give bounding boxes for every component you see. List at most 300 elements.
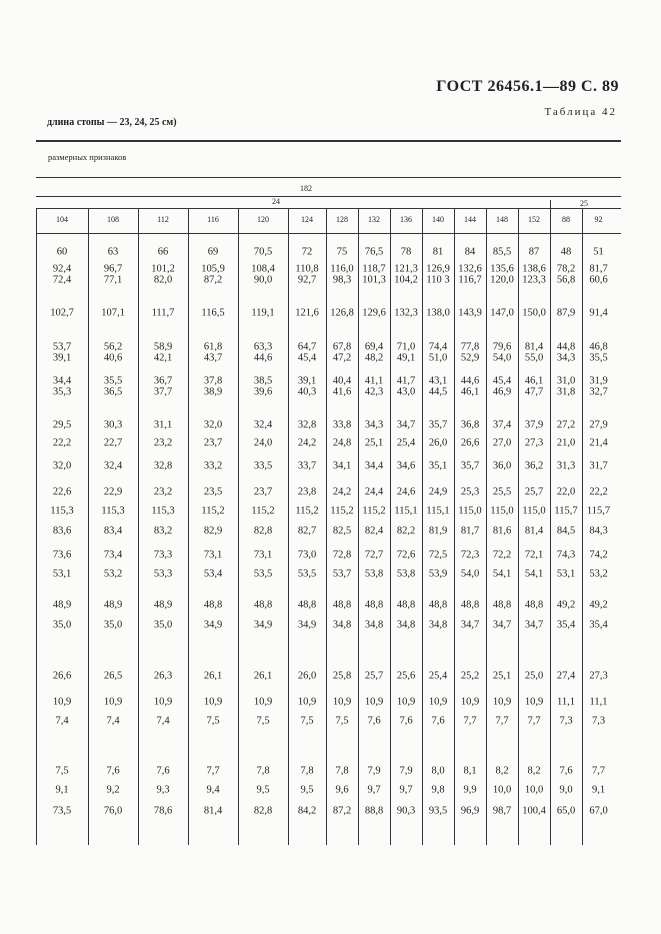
table-cell: 32,0 [52, 460, 72, 472]
table-cell: 46,1 [460, 386, 480, 398]
table-cell: 47,2 [332, 352, 352, 364]
table-cell: 24,9 [428, 486, 448, 498]
table-cell: 11,1 [557, 696, 575, 708]
table-cell: 34,7 [524, 619, 544, 631]
table-cell: 21,4 [589, 437, 608, 449]
table-cell: 38,5 [253, 375, 273, 387]
table-cell: 7,5 [55, 765, 69, 777]
table-cell: 24,2 [332, 486, 352, 498]
table-cell: 81,7 [589, 263, 608, 275]
table-cell: 51,0 [428, 352, 448, 364]
table-cell: 10,9 [396, 696, 416, 708]
table-cell: 40,6 [103, 352, 123, 364]
table-cell: 7,6 [431, 715, 445, 727]
table-cell: 98,7 [492, 805, 512, 817]
table-cell: 10,9 [364, 696, 384, 708]
table-cell: 35,3 [52, 386, 72, 398]
table-cell: 7,9 [367, 765, 381, 777]
table-cell: 111,7 [151, 307, 175, 319]
table-cell: 10,0 [492, 784, 512, 796]
table-cell: 83,2 [153, 525, 173, 537]
table-cell: 10,9 [524, 696, 544, 708]
standard-page-title: ГОСТ 26456.1—89 С. 89 [436, 78, 619, 95]
table-cell: 7,3 [559, 715, 573, 727]
table-cell: 42,1 [153, 352, 173, 364]
table-cell: 35,4 [589, 619, 608, 631]
table-cell: 48,8 [460, 599, 480, 611]
table-cell: 9,5 [256, 784, 270, 796]
table-cell: 7,7 [527, 715, 541, 727]
table-cell: 72,1 [524, 549, 544, 561]
table-cell: 49,2 [589, 599, 608, 611]
table-cell: 81,6 [492, 525, 512, 537]
table-cell: 54,0 [460, 568, 480, 580]
table-cell: 35,5 [103, 375, 123, 387]
table-cell: 73,5 [52, 805, 72, 817]
table-cell: 25,3 [460, 486, 480, 498]
table-cell: 26,1 [203, 670, 223, 682]
table-cell: 9,2 [106, 784, 120, 796]
table-cell: 115,3 [50, 505, 74, 517]
table-cell: 115,0 [490, 505, 514, 517]
table-cell: 82,8 [253, 525, 273, 537]
table-cell: 43,7 [203, 352, 223, 364]
table-cell: 25,7 [524, 486, 544, 498]
table-cell: 73,4 [103, 549, 123, 561]
table-cell: 53,5 [253, 568, 273, 580]
table-cell: 43,1 [428, 375, 448, 387]
table-cell: 135,6 [490, 263, 514, 275]
table-cell: 22,7 [103, 437, 123, 449]
table-cell: 31,1 [153, 419, 173, 431]
table-cell: 7,3 [591, 715, 606, 727]
table-cell: 77,1 [103, 274, 123, 286]
table-cell: 48,2 [364, 352, 384, 364]
table-cell: 47,7 [524, 386, 544, 398]
table-cell: 92,4 [52, 263, 72, 275]
table-cell: 126,9 [426, 263, 450, 275]
table-cell: 87 [528, 246, 540, 258]
table-cell: 46,9 [492, 386, 512, 398]
table-cell: 123,3 [522, 274, 546, 286]
table-cell: 55,0 [524, 352, 544, 364]
table-cell: 88,8 [364, 805, 384, 817]
table-cell: 82,2 [396, 525, 416, 537]
table-cell: 115,2 [362, 505, 386, 517]
table-cell: 76,5 [364, 246, 384, 258]
column-header: 152 [528, 215, 540, 224]
table-cell: 34,8 [396, 619, 416, 631]
table-cell: 115,2 [330, 505, 354, 517]
column-header: 136 [400, 215, 412, 224]
table-cell: 7,7 [495, 715, 509, 727]
table-cell: 26,0 [428, 437, 448, 449]
table-cell: 143,9 [458, 307, 482, 319]
table-cell: 92,7 [297, 274, 317, 286]
table-cell: 31,8 [556, 386, 576, 398]
table-cell: 54,0 [492, 352, 512, 364]
table-cell: 33,5 [253, 460, 273, 472]
table-cell: 100,4 [522, 805, 546, 817]
table-cell: 48,8 [428, 599, 448, 611]
table-cell: 147,0 [490, 307, 514, 319]
table-cell: 104,2 [394, 274, 418, 286]
table-cell: 34,4 [52, 375, 72, 387]
table-cell: 8,2 [527, 765, 541, 777]
table-cell: 121,6 [295, 307, 319, 319]
table-cell: 63 [107, 246, 119, 258]
table-cell: 48,8 [396, 599, 416, 611]
table-cell: 24,0 [253, 437, 273, 449]
table-cell: 24,8 [332, 437, 352, 449]
table-cell: 26,3 [153, 670, 173, 682]
table-cell: 34,9 [297, 619, 317, 631]
table-cell: 41,7 [396, 375, 416, 387]
table-cell: 82,0 [153, 274, 173, 286]
column-header: 104 [56, 215, 68, 224]
table-cell: 24,2 [297, 437, 317, 449]
table-cell: 82,5 [332, 525, 352, 537]
table-cell: 48,9 [52, 599, 72, 611]
table-cell: 22,9 [103, 486, 123, 498]
table-cell: 10,9 [332, 696, 352, 708]
table-cell: 26,0 [297, 670, 317, 682]
table-cell: 87,9 [556, 307, 576, 319]
table-cell: 7,4 [156, 715, 170, 727]
table-cell: 38,9 [203, 386, 223, 398]
table-cell: 52,9 [460, 352, 480, 364]
table-subheading: размерных признаков [48, 152, 127, 162]
table-cell: 23,7 [203, 437, 223, 449]
table-cell: 53,7 [332, 568, 352, 580]
table-cell: 53,2 [589, 568, 608, 580]
table-cell: 53,8 [396, 568, 416, 580]
table-cell: 138,0 [426, 307, 450, 319]
table-cell: 73,3 [153, 549, 173, 561]
table-cell: 41,6 [332, 386, 352, 398]
table-cell: 39,1 [297, 375, 317, 387]
table-cell: 34,9 [253, 619, 273, 631]
table-cell: 115,1 [426, 505, 450, 517]
table-cell: 53,8 [364, 568, 384, 580]
table-cell: 105,9 [201, 263, 225, 275]
table-cell: 25,0 [524, 670, 544, 682]
table-cell: 7,6 [559, 765, 573, 777]
table-cell: 93,5 [428, 805, 448, 817]
table-cell: 31,0 [556, 375, 576, 387]
table-cell: 77,8 [460, 341, 480, 353]
table-cell: 90,3 [396, 805, 416, 817]
table-cell: 67,0 [589, 805, 608, 817]
table-cell: 110,8 [295, 263, 319, 275]
table-cell: 32,7 [589, 386, 608, 398]
table-cell: 48,8 [492, 599, 512, 611]
table-cell: 24,4 [364, 486, 384, 498]
table-cell: 36,7 [153, 375, 173, 387]
table-cell: 53,2 [103, 568, 123, 580]
table-cell: 81,7 [460, 525, 480, 537]
table-cell: 33,8 [332, 419, 352, 431]
table-cell: 34,8 [332, 619, 352, 631]
group-label-182: 182 [300, 184, 312, 193]
table-cell: 33,2 [203, 460, 223, 472]
table-cell: 81,4 [524, 525, 544, 537]
table-cell: 48,8 [332, 599, 352, 611]
table-cell: 39,6 [253, 386, 273, 398]
table-cell: 7,7 [206, 765, 220, 777]
table-cell: 9,1 [55, 784, 69, 796]
table-cell: 56,8 [556, 274, 576, 286]
table-cell: 39,1 [52, 352, 72, 364]
table-cell: 25,1 [364, 437, 384, 449]
table-cell: 34,7 [492, 619, 512, 631]
table-cell: 81,4 [203, 805, 223, 817]
table-cell: 40,3 [297, 386, 317, 398]
table-cell: 81 [432, 246, 444, 258]
table-cell: 64,7 [297, 341, 317, 353]
table-cell: 23,2 [153, 486, 173, 498]
table-cell: 72,3 [460, 549, 480, 561]
table-cell: 9,1 [591, 784, 606, 796]
table-cell: 7,9 [399, 765, 413, 777]
table-cell: 9,4 [206, 784, 220, 796]
table-cell: 108,4 [251, 263, 275, 275]
table-cell: 73,1 [253, 549, 273, 561]
table-cell: 65,0 [556, 805, 576, 817]
table-cell: 10,9 [492, 696, 512, 708]
table-cell: 7,5 [300, 715, 314, 727]
table-cell: 37,4 [492, 419, 512, 431]
table-cell: 48,8 [364, 599, 384, 611]
table-cell: 9,9 [463, 784, 477, 796]
table-cell: 25,6 [396, 670, 416, 682]
table-cell: 76,0 [103, 805, 123, 817]
table-cell: 44,6 [460, 375, 480, 387]
table-cell: 72,8 [332, 549, 352, 561]
table-cell: 84 [464, 246, 476, 258]
table-cell: 74,2 [589, 549, 608, 561]
table-cell: 9,5 [300, 784, 314, 796]
table-cell: 85,5 [492, 246, 512, 258]
table-cell: 118,7 [362, 263, 386, 275]
table-cell: 8,1 [463, 765, 477, 777]
table-cell: 115,0 [522, 505, 546, 517]
table-cell: 72,6 [396, 549, 416, 561]
group-label-24: 24 [272, 197, 280, 206]
table-cell: 73,1 [203, 549, 223, 561]
table-cell: 96,7 [103, 263, 123, 275]
table-cell: 73,6 [52, 549, 72, 561]
table-cell: 35,5 [589, 352, 608, 364]
rule-header-4 [36, 233, 621, 234]
table-cell: 119,1 [251, 307, 275, 319]
table-cell: 34,9 [203, 619, 223, 631]
column-header: 148 [496, 215, 508, 224]
table-cell: 78,6 [153, 805, 173, 817]
table-cell: 7,4 [106, 715, 120, 727]
table-cell: 73,0 [297, 549, 317, 561]
table-cell: 63,3 [253, 341, 273, 353]
table-cell: 75 [336, 246, 348, 258]
table-cell: 101,3 [362, 274, 386, 286]
table-cell: 7,6 [106, 765, 120, 777]
table-cell: 48,8 [253, 599, 273, 611]
table-cell: 23,8 [297, 486, 317, 498]
table-cell: 67,8 [332, 341, 352, 353]
table-cell: 34,3 [556, 352, 576, 364]
table-cell: 116,0 [330, 263, 354, 275]
table-cell: 45,4 [492, 375, 512, 387]
table-cell: 36,5 [103, 386, 123, 398]
table-cell: 49,1 [396, 352, 416, 364]
table-cell: 26,1 [253, 670, 273, 682]
rule-top [36, 140, 621, 142]
table-cell: 60,6 [589, 274, 608, 286]
table-cell: 126,8 [330, 307, 354, 319]
table-cell: 40,4 [332, 375, 352, 387]
table-cell: 82,8 [253, 805, 273, 817]
table-label: Таблица 42 [544, 106, 617, 118]
table-cell: 30,3 [103, 419, 123, 431]
table-cell: 115,1 [394, 505, 418, 517]
column-header: 124 [301, 215, 313, 224]
table-cell: 25,1 [492, 670, 512, 682]
table-subtitle: длина стопы — 23, 24, 25 см) [47, 117, 177, 128]
table-cell: 101,2 [151, 263, 175, 275]
table-cell: 53,9 [428, 568, 448, 580]
table-cell: 10,9 [253, 696, 273, 708]
rule-header-3 [36, 208, 621, 209]
table-cell: 43,0 [396, 386, 416, 398]
table-cell: 102,7 [50, 307, 74, 319]
table-cell: 9,3 [156, 784, 170, 796]
table-cell: 9,8 [431, 784, 445, 796]
table-cell: 72,7 [364, 549, 384, 561]
column-header: 140 [432, 215, 444, 224]
column-header: 132 [368, 215, 380, 224]
table-cell: 7,8 [300, 765, 314, 777]
table-cell: 44,5 [428, 386, 448, 398]
table-cell: 25,4 [396, 437, 416, 449]
table-cell: 25,5 [492, 486, 512, 498]
column-header: 144 [464, 215, 476, 224]
table-cell: 34,6 [396, 460, 416, 472]
table-cell: 10,9 [103, 696, 123, 708]
table-cell: 32,0 [203, 419, 223, 431]
table-cell: 10,9 [428, 696, 448, 708]
table-cell: 48,9 [153, 599, 173, 611]
table-cell: 29,5 [52, 419, 72, 431]
table-cell: 115,3 [101, 505, 125, 517]
table-cell: 72,2 [492, 549, 512, 561]
table-cell: 25,8 [332, 670, 352, 682]
table-cell: 9,6 [335, 784, 349, 796]
table-cell: 70,5 [253, 246, 273, 258]
table-cell: 23,2 [153, 437, 173, 449]
table-cell: 53,3 [153, 568, 173, 580]
table-cell: 51 [593, 246, 604, 258]
table-cell: 27,2 [556, 419, 576, 431]
table-cell: 48,8 [524, 599, 544, 611]
table-cell: 32,8 [297, 419, 317, 431]
table-cell: 35,0 [52, 619, 72, 631]
table-cell: 7,5 [206, 715, 220, 727]
table-cell: 7,4 [55, 715, 69, 727]
table-cell: 69 [207, 246, 219, 258]
table-cell: 36,0 [492, 460, 512, 472]
table-cell: 37,7 [153, 386, 173, 398]
table-cell: 26,6 [460, 437, 480, 449]
table-cell: 115,7 [586, 505, 611, 517]
table-cell: 87,2 [203, 274, 223, 286]
table-cell: 61,8 [203, 341, 223, 353]
table-cell: 25,7 [364, 670, 384, 682]
table-cell: 36,8 [460, 419, 480, 431]
table-cell: 24,6 [396, 486, 416, 498]
table-cell: 34,3 [364, 419, 384, 431]
table-cell: 22,6 [52, 486, 72, 498]
table-cell: 115,2 [295, 505, 319, 517]
table-cell: 7,6 [399, 715, 413, 727]
column-header: 112 [157, 215, 169, 224]
table-cell: 21,0 [556, 437, 576, 449]
table-cell: 7,6 [156, 765, 170, 777]
column-header: 116 [207, 215, 219, 224]
table-cell: 66 [157, 246, 169, 258]
table-cell: 35,7 [460, 460, 480, 472]
table-cell: 34,7 [396, 419, 416, 431]
table-cell: 7,7 [591, 765, 606, 777]
column-header: 128 [336, 215, 348, 224]
table-cell: 35,7 [428, 419, 448, 431]
table-cell: 115,2 [201, 505, 225, 517]
table-cell: 46,1 [524, 375, 544, 387]
table-cell: 27,3 [589, 670, 608, 682]
table-cell: 33,7 [297, 460, 317, 472]
table-cell: 116,5 [201, 307, 225, 319]
table-cell: 120,0 [490, 274, 514, 286]
table-cell: 115,2 [251, 505, 275, 517]
table-cell: 121,3 [394, 263, 418, 275]
table-cell: 34,4 [364, 460, 384, 472]
table-cell: 34,8 [428, 619, 448, 631]
column-header: 108 [107, 215, 119, 224]
table-cell: 7,8 [335, 765, 349, 777]
table-cell: 26,6 [52, 670, 72, 682]
table-cell: 9,7 [367, 784, 381, 796]
table-cell: 54,1 [524, 568, 544, 580]
table-cell: 96,9 [460, 805, 480, 817]
table-cell: 78,2 [556, 263, 576, 275]
table-cell: 44,8 [556, 341, 576, 353]
table-cell: 58,9 [153, 341, 173, 353]
table-cell: 36,2 [524, 460, 544, 472]
table-cell: 10,0 [524, 784, 544, 796]
table-cell: 82,9 [203, 525, 223, 537]
table-cell: 53,7 [52, 341, 72, 353]
table-cell: 8,2 [495, 765, 509, 777]
table-cell: 150,0 [522, 307, 546, 319]
table-cell: 31,9 [589, 375, 608, 387]
table-cell: 84,2 [297, 805, 317, 817]
table-cell: 87,2 [332, 805, 352, 817]
table-cell: 81,9 [428, 525, 448, 537]
table-cell: 34,7 [460, 619, 480, 631]
table-cell: 53,5 [297, 568, 317, 580]
table-cell: 138,6 [522, 263, 546, 275]
table-cell: 115,3 [151, 505, 175, 517]
table-cell: 34,8 [364, 619, 384, 631]
